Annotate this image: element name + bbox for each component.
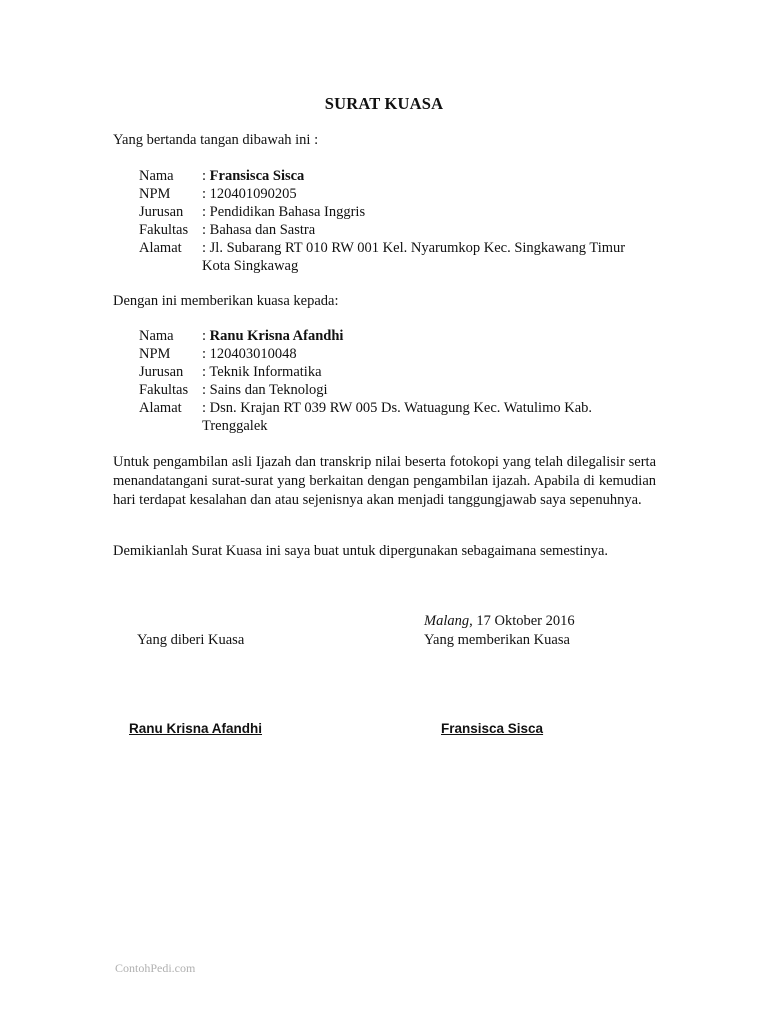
left-signature-label: Yang diberi Kuasa [137,632,245,648]
date: , 17 Oktober 2016 [469,613,575,629]
grantor-row-alamat [139,239,659,275]
closing-paragraph: Demikianlah Surat Kuasa ini saya buat untuk dipergunakan sebagaimana semestinya. [113,543,609,559]
field-value: : Teknik Informatika [202,364,322,380]
grantee-info [139,327,659,435]
field-value: : Bahasa dan Sastra [202,222,316,238]
field-label: Fakultas [139,382,189,398]
grantor-info [139,167,659,275]
field-label: Jurusan [139,364,184,380]
field-value: : 120403010048 [202,346,297,362]
intro-text: Yang bertanda tangan dibawah ini : [113,132,319,148]
field-label: NPM [139,186,171,202]
field-label: Fakultas [139,222,189,238]
grant-statement: Dengan ini memberikan kuasa kepada: [113,293,339,309]
field-value: : Pendidikan Bahasa Inggris [202,204,366,220]
field-colon: : [202,168,210,184]
field-value-line2: Kota Singkawag [202,258,299,274]
field-value: : 120401090205 [202,186,297,202]
field-value: : Sains dan Teknologi [202,382,328,398]
grantor-row-npm [139,185,659,203]
right-signature-name: Fransisca Sisca [441,721,544,736]
right-signature-label: Yang memberikan Kuasa [424,632,570,648]
place: Malang [424,613,470,629]
grantor-name: Fransisca Sisca [209,168,305,184]
field-label: NPM [139,346,171,362]
field-colon: : [202,328,210,344]
grantor-row-fakultas [139,221,659,239]
field-value: : Jl. Subarang RT 010 RW 001 Kel. Nyarumkop Kec. Singkawang Timur [202,240,626,256]
grantee-row-npm [139,345,659,363]
grantor-row-jurusan [139,203,659,221]
document-title: SURAT KUASA [324,94,444,113]
grantee-row-jurusan [139,363,659,381]
grantor-row-nama [139,167,659,185]
field-label: Alamat [139,240,182,256]
grantee-row-nama [139,327,659,345]
place-date [424,612,575,630]
field-label: Alamat [139,400,182,416]
grantee-row-fakultas [139,381,659,399]
grantee-name: Ranu Krisna Afandhi [209,328,344,344]
watermark-footer: ContohPedi.com [115,961,196,975]
left-signature-name: Ranu Krisna Afandhi [129,721,263,736]
field-value: : Dsn. Krajan RT 039 RW 005 Ds. Watuagung Kec. Watulimo Kab. [202,400,592,416]
grantee-row-alamat [139,399,659,435]
field-label: Nama [139,328,174,344]
field-label: Nama [139,168,174,184]
purpose-paragraph: Untuk pengambilan asli Ijazah dan transkrip nilai beserta fotokopi yang telah dilegalisir serta menandatangani surat-surat yang berkaitan dengan pengambilan ijazah. Apabila di kemudian hari terdapat kesalahan dan atau sejenisnya akan menjadi tanggungjawab saya sepenuhnya. [113,454,656,508]
field-value-line2: Trenggalek [202,418,268,434]
field-label: Jurusan [139,204,184,220]
